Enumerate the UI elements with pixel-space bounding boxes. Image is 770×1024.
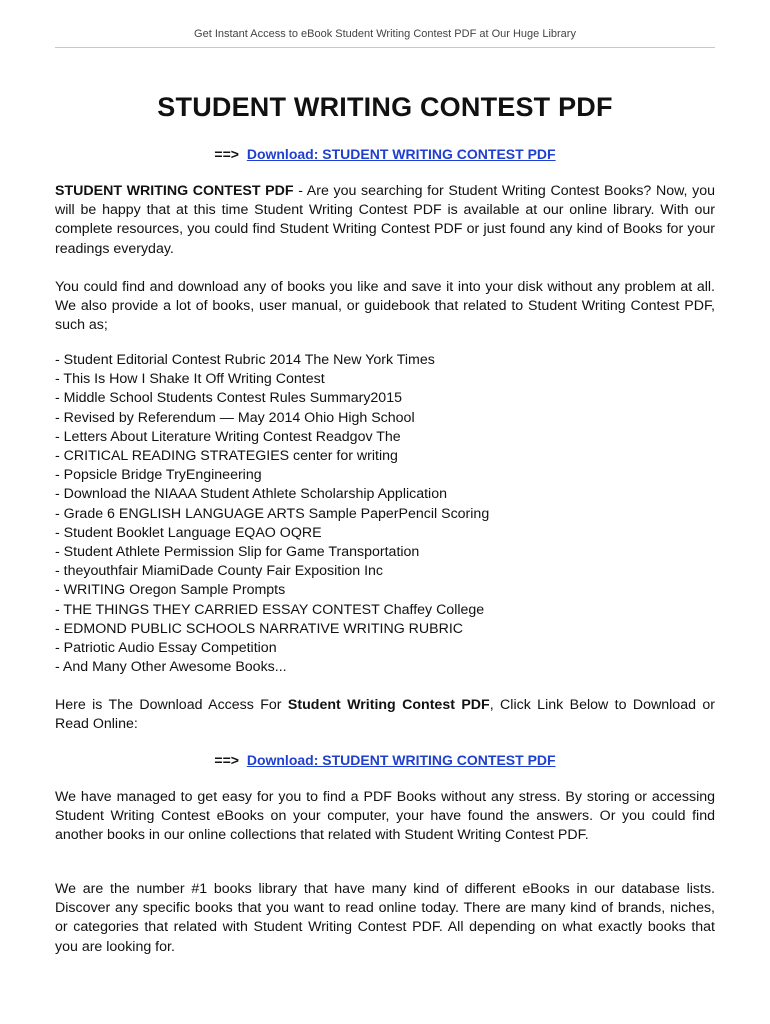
access-bold-title: Student Writing Contest PDF (287, 697, 490, 713)
book-list (55, 351, 715, 677)
access-paragraph (55, 696, 715, 734)
list-item: - CRITICAL READING STRATEGIES center for writing (55, 448, 398, 465)
list-item: - Student Booklet Language EQAO OQRE (55, 524, 322, 541)
list-item: - Student Editorial Contest Rubric 2014 The New York Times (55, 352, 435, 368)
list-item: - Popsicle Bridge TryEngineering (55, 467, 262, 484)
download-line-bottom (55, 752, 715, 768)
list-item: - Grade 6 ENGLISH LANGUAGE ARTS Sample PaperPencil Scoring (55, 505, 490, 522)
access-text-before: Here is The Download Access For (55, 697, 288, 713)
list-item: - Middle School Students Contest Rules Summary2015 (55, 390, 402, 407)
list-item: - theyouthfair MiamiDade County Fair Exposition Inc (55, 563, 384, 580)
second-paragraph: You could find and download any of books you like and save it into your disk without any problem at all. We also provide a lot of books, user manual, or guidebook that related to Student Writing Contest PDF, such as; (55, 279, 715, 334)
intro-paragraph (55, 182, 715, 259)
list-item: - Letters About Literature Writing Contest Readgov The (55, 428, 401, 445)
download-arrow: ==> (214, 752, 239, 768)
list-item: - WRITING Oregon Sample Prompts (55, 582, 286, 599)
page-header: Get Instant Access to eBook Student Writing Contest PDF at Our Huge Library (194, 28, 576, 40)
download-arrow: ==> (214, 146, 239, 162)
list-item: - Student Athlete Permission Slip for Game Transportation (55, 544, 420, 561)
header-divider (55, 47, 715, 48)
page-title: STUDENT WRITING CONTEST PDF (157, 92, 613, 122)
list-item: - And Many Other Awesome Books... (55, 659, 287, 676)
intro-bold-title: STUDENT WRITING CONTEST PDF (55, 183, 294, 199)
intro-text: - Are you searching for Student Writing Contest Books? Now, you will be happy that at this time Student Writing Contest PDF is available at our online library. With our complete resources, you could find Student Writing Contest PDF or just found any kind of Books for your readings everyday. (55, 183, 716, 257)
list-item: - Revised by Referendum — May 2014 Ohio High School (55, 409, 415, 426)
download-link-bottom[interactable]: Download: STUDENT WRITING CONTEST PDF (246, 752, 556, 768)
list-item: - This Is How I Shake It Off Writing Contest (55, 371, 325, 388)
list-item: - Patriotic Audio Essay Competition (55, 640, 277, 657)
download-line-top (55, 146, 715, 162)
download-link-top[interactable]: Download: STUDENT WRITING CONTEST PDF (246, 146, 556, 162)
access-text-after: , Click Link Below to Download or Read Online: (55, 697, 715, 733)
list-item: - EDMOND PUBLIC SCHOOLS NARRATIVE WRITING RUBRIC (55, 620, 464, 637)
third-paragraph: We have managed to get easy for you to find a PDF Books without any stress. By storing or accessing Student Writing Contest eBooks on your computer, your have found the answers. Or you could find another books in our online collections that related with Student Writing Contest PDF. (55, 789, 715, 844)
list-item: - THE THINGS THEY CARRIED ESSAY CONTEST Chaffey College (55, 601, 485, 618)
list-item: - Download the NIAAA Student Athlete Scholarship Application (55, 486, 447, 503)
fourth-paragraph: We are the number #1 books library that have many kind of different eBooks in our database lists. Discover any specific books that you want to read online today. There are many kind of brands, niches, or categories that related with Student Writing Contest PDF. All depending on what exactly books that you are looking for. (55, 881, 715, 955)
